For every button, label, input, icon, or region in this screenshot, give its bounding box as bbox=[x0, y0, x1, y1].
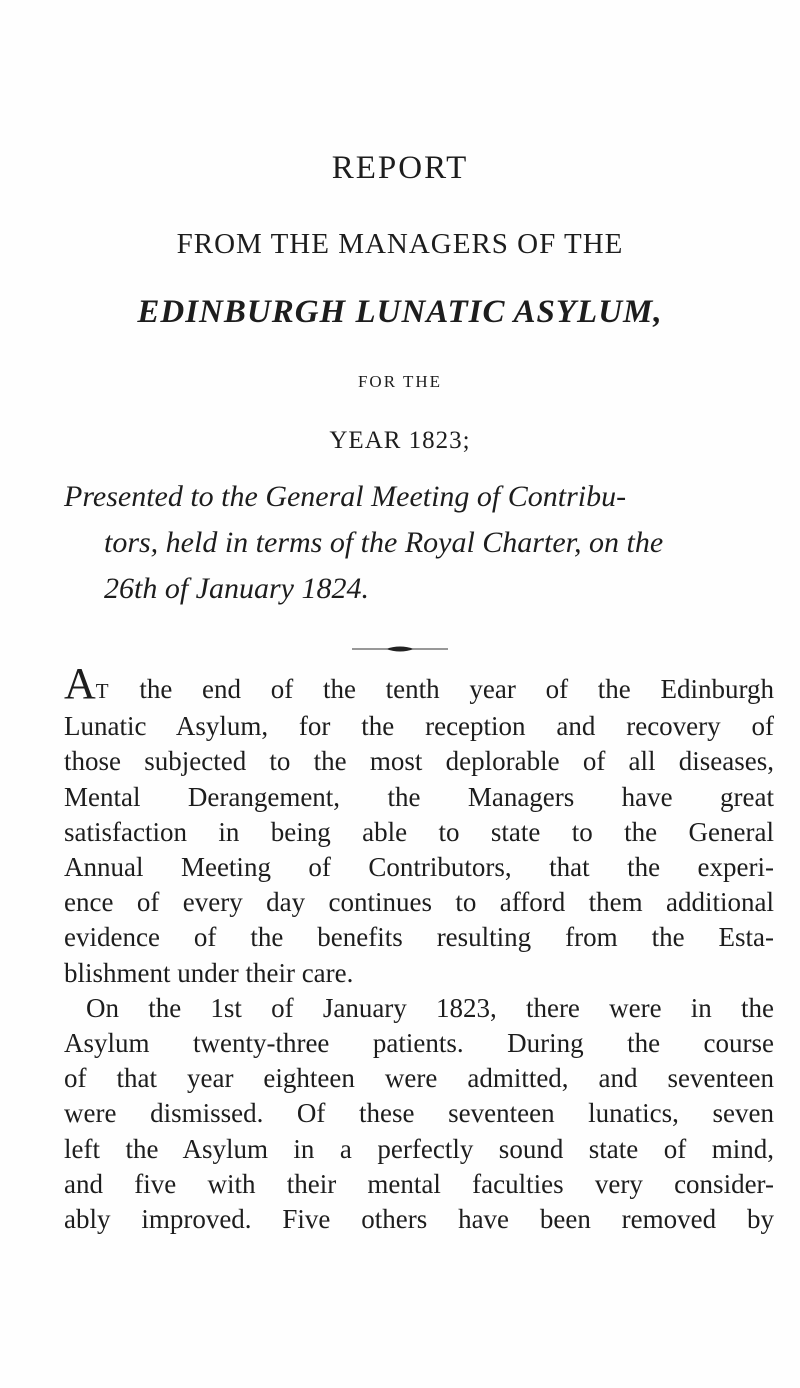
body-line: ably improved. Five others have been removed by bbox=[64, 1204, 774, 1235]
presented-line: Presented to the General Meeting of Contribu- bbox=[64, 480, 627, 513]
body-line: of that year eighteen were admitted, and seventeen bbox=[64, 1063, 774, 1094]
body-line: satisfaction in being able to state to the General bbox=[64, 816, 774, 847]
presented-line: 26th of January 1824. bbox=[104, 572, 369, 605]
body-line: blishment under their care. bbox=[64, 957, 354, 988]
body-line: evidence of the benefits resulting from the Esta- bbox=[64, 922, 774, 953]
body-line: left the Asylum in a perfectly sound state of mind, bbox=[64, 1133, 774, 1164]
presented-line: tors, held in terms of the Royal Charter, on the bbox=[104, 526, 664, 559]
body-line: Lunatic Asylum, for the reception and recovery of bbox=[64, 711, 774, 742]
report-title: REPORT bbox=[331, 150, 469, 186]
body-line: Mental Derangement, the Managers have great bbox=[64, 781, 774, 812]
body-line: ence of every day continues to afford them additional bbox=[64, 887, 774, 918]
body-line: Asylum twenty-three patients. During the course bbox=[64, 1028, 774, 1059]
presented-paragraph bbox=[64, 474, 764, 612]
body-line: Annual Meeting of Contributors, that the experi- bbox=[64, 852, 774, 883]
ornamental-rule bbox=[350, 645, 450, 653]
first-line-text: the end of the tenth year of the Edinburgh bbox=[139, 674, 775, 704]
small-caps-letter: T bbox=[95, 679, 110, 703]
body-first-line bbox=[64, 659, 775, 709]
asylum-name: EDINBURGH LUNATIC ASYLUM, bbox=[137, 294, 663, 330]
year-line: YEAR 1823; bbox=[329, 427, 471, 454]
for-the-line: FOR THE bbox=[357, 372, 443, 391]
body-line: were dismissed. Of these seventeen lunatics, seven bbox=[64, 1098, 774, 1129]
body-line: On the 1st of January 1823, there were in the bbox=[86, 992, 774, 1023]
body-paragraph bbox=[64, 659, 775, 1237]
report-subtitle: FROM THE MANAGERS OF THE bbox=[176, 228, 624, 260]
body-line: those subjected to the most deplorable of all diseases, bbox=[64, 746, 774, 777]
drop-cap: A bbox=[64, 659, 96, 708]
body-line: and five with their mental faculties very consider- bbox=[64, 1168, 774, 1199]
